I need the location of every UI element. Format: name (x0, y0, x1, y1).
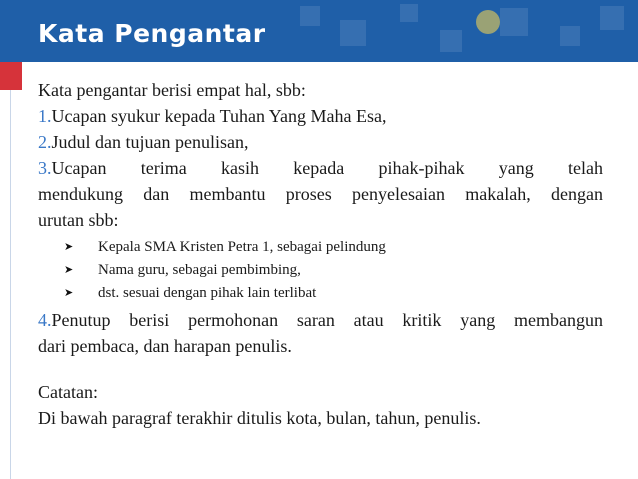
sub-list (38, 236, 603, 305)
sub-item-text: Kepala SMA Kristen Petra 1, sebagai pelindung (98, 239, 386, 255)
item-1 (38, 103, 603, 129)
note-text: Di bawah paragraf terakhir ditulis kota, bulan, tahun, penulis. (38, 408, 481, 428)
arrow-bullet-icon: ➤ (64, 264, 74, 276)
item-number: 1. (38, 106, 52, 126)
spacer (38, 359, 603, 379)
note-label: Catatan: (38, 382, 98, 402)
item-number: 2. (38, 132, 52, 152)
sub-item-text: dst. sesuai dengan pihak lain terlibat (98, 285, 317, 301)
item-text: Penutup berisi permohonan saran atau kritik yang membangun (51, 310, 603, 330)
item-text: Ucapan terima kasih kepada pihak-pihak yang telah (51, 158, 603, 178)
item-4 (38, 307, 603, 359)
item-line (38, 155, 603, 181)
slide-title: Kata Pengantar (38, 19, 266, 48)
arrow-bullet-icon: ➤ (64, 287, 74, 299)
item-number: 3. (38, 158, 52, 178)
slide-header (0, 0, 638, 62)
item-line: mendukung dan membantu proses penyelesaian makalah, dengan (38, 184, 603, 204)
accent-red-bar (0, 62, 22, 90)
item-text: Ucapan syukur kepada Tuhan Yang Maha Esa, (51, 106, 387, 126)
item-line: dari pembaca, dan harapan penulis. (38, 336, 292, 356)
item-3 (38, 155, 603, 233)
left-rule (10, 90, 11, 479)
slide-body (38, 77, 603, 431)
sub-item-text: Nama guru, sebagai pembimbing, (98, 262, 301, 278)
sub-list-item (64, 236, 603, 259)
intro-text: Kata pengantar berisi empat hal, sbb: (38, 80, 306, 100)
item-line: urutan sbb: (38, 210, 119, 230)
item-number: 4. (38, 310, 52, 330)
item-line (38, 307, 603, 333)
item-2 (38, 129, 603, 155)
sub-list-item (64, 282, 603, 305)
sub-list-item (64, 259, 603, 282)
item-text: Judul dan tujuan penulisan, (51, 132, 249, 152)
arrow-bullet-icon: ➤ (64, 241, 74, 253)
